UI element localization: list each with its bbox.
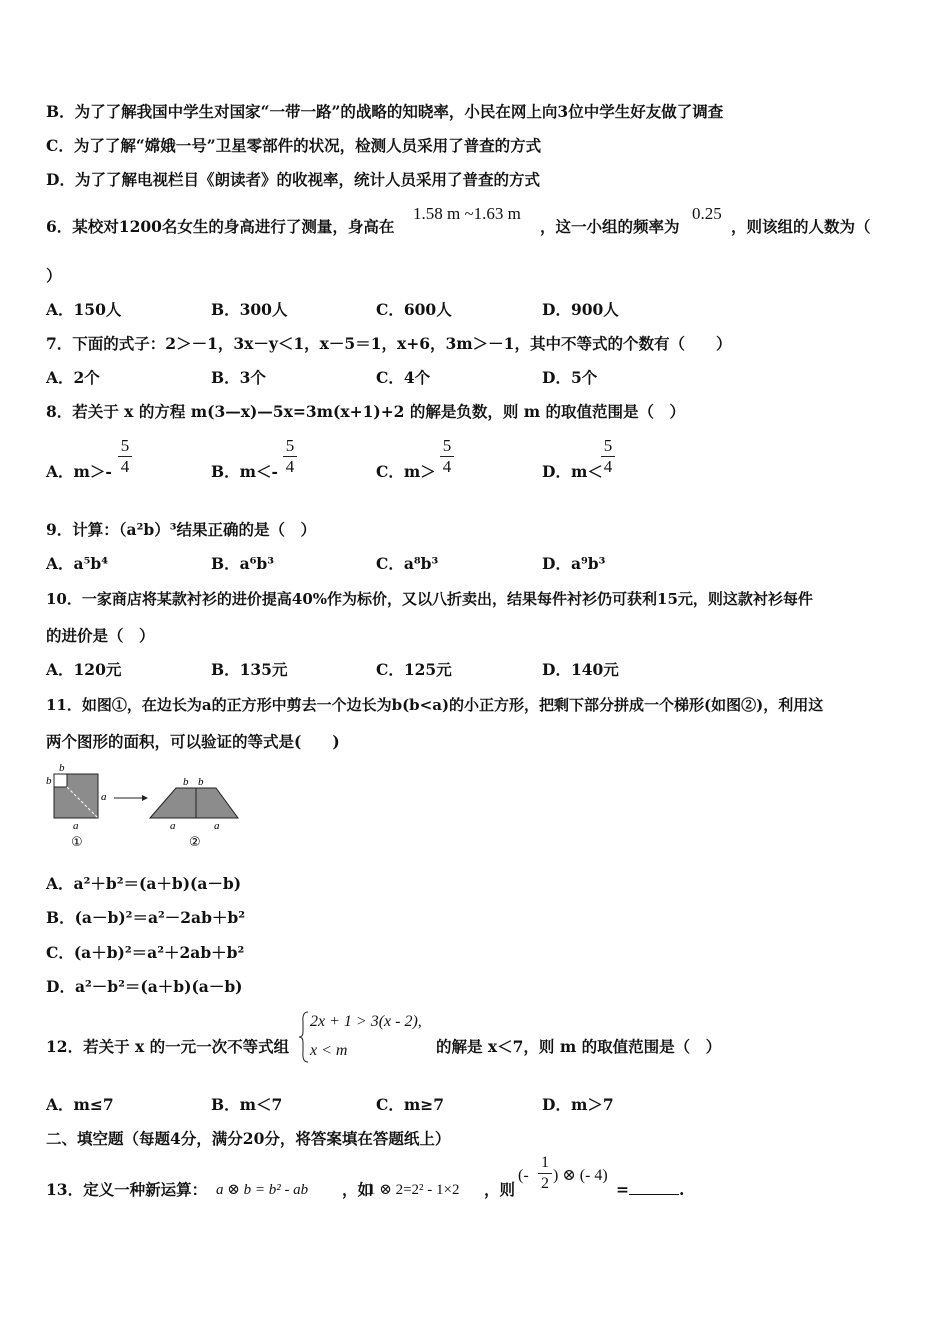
q10-option-a: A．120元 bbox=[46, 660, 122, 679]
q10-text-line1: 10．一家商店将某款衬衫的进价提高40%作为标价，又以八折卖出，结果每件衬衫仍可获利15元，则这款衬衫每件 bbox=[46, 590, 813, 608]
fraction-den: 4 bbox=[442, 457, 452, 476]
q7-option-a: A．2个 bbox=[46, 368, 100, 387]
q13-text-post: ，则 bbox=[484, 1180, 516, 1199]
q9-option-a: A．a⁵b⁴ bbox=[46, 554, 108, 573]
fig1-label-a-bottom: a bbox=[73, 820, 79, 832]
q5-option-d: D．为了了解电视栏目《朗读者》的收视率，统计人员采用了普查的方式 bbox=[46, 170, 540, 189]
q12-inequality-2: x < m bbox=[310, 1042, 348, 1059]
q10-option-b: B．135元 bbox=[211, 660, 288, 679]
q11-option-c: C．(a＋b)²＝a²＋2ab＋b² bbox=[46, 943, 245, 962]
q13-expr-right: ) ⊗ (- 4) bbox=[553, 1167, 608, 1184]
q13-equals: = bbox=[616, 1180, 629, 1199]
q8-option-d: D．m＜ bbox=[542, 462, 603, 481]
q6-close-paren: ） bbox=[46, 266, 62, 285]
q9-option-b: B．a⁶b³ bbox=[211, 554, 275, 573]
q9-option-d: D．a⁹b³ bbox=[542, 554, 606, 573]
q8-option-a-fraction bbox=[118, 437, 132, 476]
q10-option-d: D．140元 bbox=[542, 660, 619, 679]
q8-text: 8．若关于 x 的方程 m(3—x)—5x=3m(x+1)+2 的解是负数，则 m 的取值范围是（ ） bbox=[46, 402, 686, 421]
fig2-label-a-right: a bbox=[214, 820, 220, 832]
q13-expr-left: (- bbox=[518, 1167, 529, 1184]
q7-text: 7．下面的式子：2＞－1，3x－y＜1，x－5＝1，x+6，3m＞－1，其中不等式的个数有（ ） bbox=[46, 334, 732, 353]
q6-option-c: C．600人 bbox=[376, 300, 452, 319]
q11-figure bbox=[40, 760, 250, 852]
fraction-num: 5 bbox=[285, 436, 295, 455]
q6-option-a: A．150人 bbox=[46, 300, 122, 319]
q5-option-b: B．为了了解我国中学生对国家“一带一路”的战略的知晓率，小民在网上向3位中学生好友做了调查 bbox=[46, 102, 724, 121]
q13-text-mid: ，如 bbox=[342, 1180, 374, 1199]
fig1-label-a-right: a bbox=[101, 791, 107, 803]
q8-option-b: B．m＜- bbox=[211, 462, 278, 481]
section-2-heading: 二、填空题（每题4分，满分20分，将答案填在答题纸上） bbox=[46, 1129, 451, 1148]
q9-option-c: C．a⁸b³ bbox=[376, 554, 439, 573]
q10-text-line2: 的进价是（ ） bbox=[46, 626, 155, 645]
fraction-den: 4 bbox=[603, 457, 613, 476]
q6-option-d: D．900人 bbox=[542, 300, 619, 319]
fraction-num: 5 bbox=[442, 436, 452, 455]
q5-option-c: C．为了了解“嫦娥一号”卫星零部件的状况，检测人员采用了普查的方式 bbox=[46, 136, 542, 155]
q9-text: 9．计算：（a²b）³结果正确的是（ ） bbox=[46, 520, 316, 539]
q7-option-b: B．3个 bbox=[211, 368, 266, 387]
q6-option-b: B．300人 bbox=[211, 300, 288, 319]
q6-frequency: 0.25 bbox=[692, 204, 722, 223]
figure-2-trapezoid bbox=[150, 788, 238, 818]
fig2-label-a-left: a bbox=[170, 820, 176, 832]
q8-option-b-fraction bbox=[283, 437, 297, 476]
fraction-den: 2 bbox=[541, 1175, 549, 1192]
fig1-label-b-top: b bbox=[59, 762, 65, 774]
q6-height-range: 1.58 m ~1.63 m bbox=[413, 204, 521, 223]
q11-option-a: A．a²＋b²＝(a＋b)(a－b) bbox=[46, 874, 242, 893]
fraction-num: 1 bbox=[541, 1154, 549, 1171]
fig1-number: ① bbox=[71, 835, 83, 850]
q13-expr-fraction bbox=[538, 1154, 552, 1193]
fraction-num: 5 bbox=[603, 436, 613, 455]
q12-option-d: D．m＞7 bbox=[542, 1095, 614, 1114]
q12-option-c: C．m≥7 bbox=[376, 1095, 445, 1114]
q13-answer-blank[interactable] bbox=[629, 1194, 679, 1195]
q8-option-a: A．m＞- bbox=[46, 462, 112, 481]
fraction-num: 5 bbox=[120, 436, 130, 455]
q13-answer-line bbox=[616, 1180, 684, 1200]
q7-option-c: C．4个 bbox=[376, 368, 431, 387]
q6-text-mid: ，这一小组的频率为 bbox=[540, 217, 680, 236]
fig2-number: ② bbox=[189, 835, 201, 850]
q7-option-d: D．5个 bbox=[542, 368, 598, 387]
fig1-label-b-left: b bbox=[46, 775, 52, 787]
q12-option-a: A．m≤7 bbox=[46, 1095, 114, 1114]
q12-inequality-1: 2x + 1 > 3(x - 2), bbox=[310, 1013, 422, 1030]
q13-example: 1 ⊗ 2=2² - 1×2 bbox=[368, 1182, 460, 1198]
q6-text-pre: 6．某校对1200名女生的身高进行了测量，身高在 bbox=[46, 217, 395, 236]
fraction-den: 4 bbox=[285, 457, 295, 476]
q11-text-line1: 11．如图①，在边长为a的正方形中剪去一个边长为b(b<a)的小正方形，把剩下部分拼成一个梯形(如图②)，利用这 bbox=[46, 696, 824, 714]
q11-option-d: D．a²－b²＝(a＋b)(a－b) bbox=[46, 977, 243, 996]
q13-period: . bbox=[679, 1180, 685, 1199]
q8-option-d-fraction bbox=[601, 437, 615, 476]
fig2-label-b-left: b bbox=[183, 776, 189, 788]
q8-option-c-fraction bbox=[440, 437, 454, 476]
q11-option-b: B．(a－b)²＝a²－2ab＋b² bbox=[46, 908, 246, 927]
q12-option-b: B．m＜7 bbox=[211, 1095, 283, 1114]
q13-definition: a ⊗ b = b² - ab bbox=[216, 1182, 309, 1198]
fraction-den: 4 bbox=[120, 457, 130, 476]
q8-option-c: C．m＞ bbox=[376, 462, 436, 481]
arrow-right-icon bbox=[114, 795, 148, 801]
brace-icon bbox=[298, 1010, 310, 1064]
q12-text-pre: 12．若关于 x 的一元一次不等式组 bbox=[46, 1037, 290, 1056]
q12-text-post: 的解是 x＜7，则 m 的取值范围是（ ） bbox=[436, 1037, 722, 1056]
fig2-label-b-right: b bbox=[198, 776, 204, 788]
q13-text-pre: 13．定义一种新运算： bbox=[46, 1180, 208, 1199]
q10-option-c: C．125元 bbox=[376, 660, 452, 679]
q11-text-line2: 两个图形的面积，可以验证的等式是( ) bbox=[46, 732, 340, 751]
figure-1-square bbox=[54, 774, 98, 818]
q6-text-post: ，则该组的人数为（ bbox=[731, 217, 871, 236]
